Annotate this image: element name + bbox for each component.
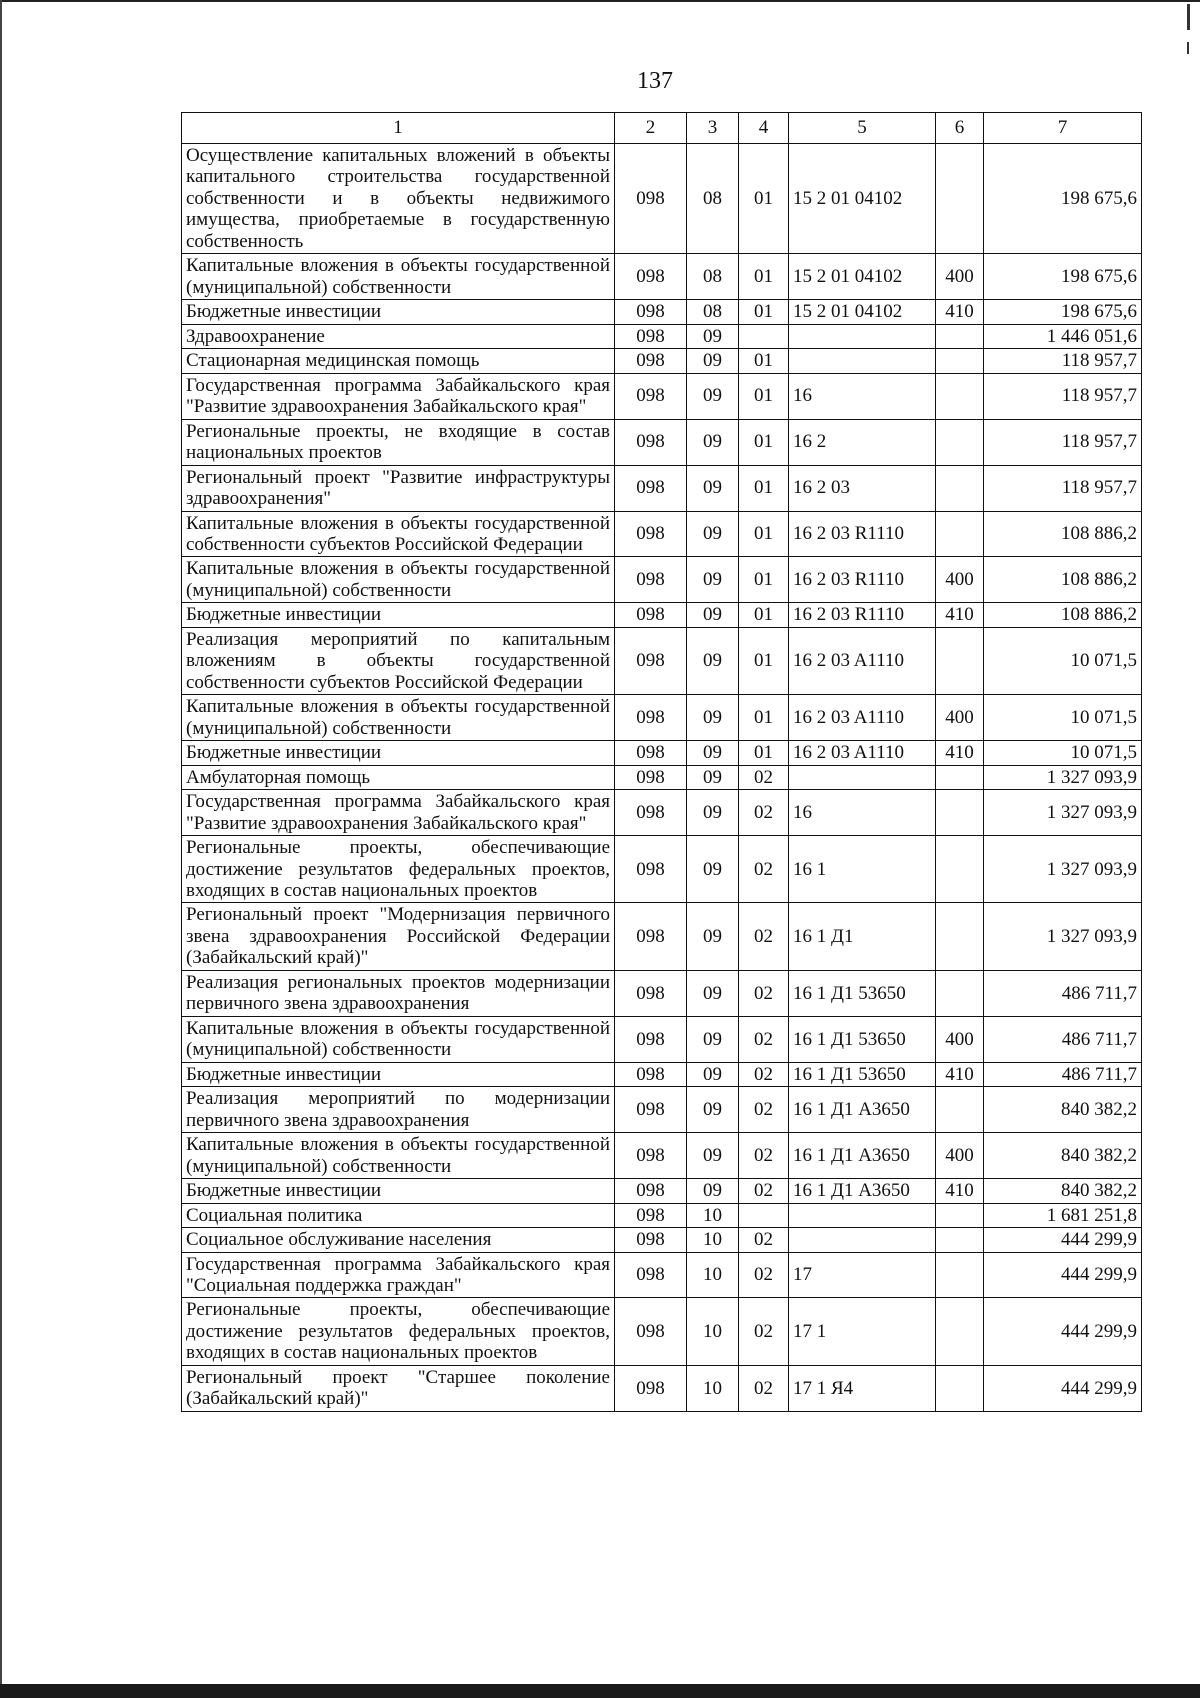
target-article-cell: 16 1 Д1: [789, 903, 936, 970]
admin-code-cell: 098: [615, 254, 687, 300]
row-name-cell: Капитальные вложения в объекты государственной (муниципальной) собственности: [182, 1016, 615, 1062]
section-cell: 09: [687, 557, 739, 603]
table-row: [182, 1179, 1142, 1203]
amount-cell: 486 711,7: [984, 970, 1142, 1016]
table-row: [182, 1252, 1142, 1298]
expense-type-cell: [936, 836, 984, 903]
amount-cell: 1 327 093,9: [984, 836, 1142, 903]
subsection-cell: 01: [739, 627, 789, 694]
section-cell: 09: [687, 511, 739, 557]
amount-cell: 840 382,2: [984, 1133, 1142, 1179]
column-header: 4: [739, 113, 789, 144]
table-row: [182, 373, 1142, 419]
row-name-cell: Стационарная медицинская помощь: [182, 349, 615, 373]
column-header: 5: [789, 113, 936, 144]
target-article-cell: 16 1 Д1 А3650: [789, 1087, 936, 1133]
row-name-cell: Капитальные вложения в объекты государственной (муниципальной) собственности: [182, 254, 615, 300]
subsection-cell: 01: [739, 300, 789, 324]
expense-type-cell: [936, 511, 984, 557]
expense-type-cell: [936, 373, 984, 419]
subsection-cell: [739, 1203, 789, 1227]
section-cell: 09: [687, 1062, 739, 1086]
column-header: 2: [615, 113, 687, 144]
subsection-cell: 01: [739, 603, 789, 627]
table-row: [182, 254, 1142, 300]
amount-cell: 198 675,6: [984, 300, 1142, 324]
section-cell: 09: [687, 1087, 739, 1133]
subsection-cell: 01: [739, 465, 789, 511]
amount-cell: 198 675,6: [984, 144, 1142, 254]
table-row: [182, 627, 1142, 694]
admin-code-cell: 098: [615, 1228, 687, 1252]
table-body: [182, 144, 1142, 1412]
subsection-cell: 02: [739, 1016, 789, 1062]
target-article-cell: 16 2 03 A1110: [789, 695, 936, 741]
table-row: [182, 557, 1142, 603]
admin-code-cell: 098: [615, 1133, 687, 1179]
row-name-cell: Региональный проект "Старшее поколение (Забайкальский край)": [182, 1365, 615, 1411]
subsection-cell: 02: [739, 903, 789, 970]
row-name-cell: Бюджетные инвестиции: [182, 1062, 615, 1086]
admin-code-cell: 098: [615, 1298, 687, 1365]
row-name-cell: Бюджетные инвестиции: [182, 603, 615, 627]
table-row: [182, 511, 1142, 557]
section-cell: 09: [687, 1133, 739, 1179]
section-cell: 09: [687, 603, 739, 627]
amount-cell: 10 071,5: [984, 741, 1142, 765]
amount-cell: 444 299,9: [984, 1365, 1142, 1411]
table-row: [182, 300, 1142, 324]
subsection-cell: 01: [739, 557, 789, 603]
table-row: [182, 1365, 1142, 1411]
amount-cell: 444 299,9: [984, 1252, 1142, 1298]
section-cell: 09: [687, 373, 739, 419]
column-header: 6: [936, 113, 984, 144]
subsection-cell: [739, 324, 789, 348]
admin-code-cell: 098: [615, 300, 687, 324]
page-edge-bottom: [0, 1684, 1200, 1698]
row-name-cell: Капитальные вложения в объекты государственной (муниципальной) собственности: [182, 1133, 615, 1179]
subsection-cell: 02: [739, 1228, 789, 1252]
row-name-cell: Региональные проекты, обеспечивающие достижение результатов федеральных проектов, входящих в состав национальных проектов: [182, 1298, 615, 1365]
table-row: [182, 465, 1142, 511]
expense-type-cell: 410: [936, 603, 984, 627]
admin-code-cell: 098: [615, 1087, 687, 1133]
target-article-cell: 16 1 Д1 А3650: [789, 1179, 936, 1203]
row-name-cell: Социальная политика: [182, 1203, 615, 1227]
amount-cell: 1 446 051,6: [984, 324, 1142, 348]
row-name-cell: Региональные проекты, обеспечивающие достижение результатов федеральных проектов, входящих в состав национальных проектов: [182, 836, 615, 903]
amount-cell: 118 957,7: [984, 465, 1142, 511]
section-cell: 09: [687, 741, 739, 765]
admin-code-cell: 098: [615, 349, 687, 373]
target-article-cell: 16: [789, 790, 936, 836]
expense-type-cell: [936, 465, 984, 511]
target-article-cell: 16 2 03 A1110: [789, 627, 936, 694]
subsection-cell: 01: [739, 373, 789, 419]
target-article-cell: 16 2 03: [789, 465, 936, 511]
row-name-cell: Бюджетные инвестиции: [182, 1179, 615, 1203]
admin-code-cell: 098: [615, 465, 687, 511]
section-cell: 10: [687, 1298, 739, 1365]
row-name-cell: Реализация мероприятий по модернизации первичного звена здравоохранения: [182, 1087, 615, 1133]
target-article-cell: 16 2 03 A1110: [789, 741, 936, 765]
admin-code-cell: 098: [615, 970, 687, 1016]
section-cell: 10: [687, 1365, 739, 1411]
page-edge-top: [0, 0, 1200, 2]
section-cell: 09: [687, 1016, 739, 1062]
amount-cell: 118 957,7: [984, 373, 1142, 419]
table-row: [182, 144, 1142, 254]
target-article-cell: [789, 324, 936, 348]
expense-type-cell: [936, 419, 984, 465]
section-cell: 09: [687, 765, 739, 789]
admin-code-cell: 098: [615, 1179, 687, 1203]
target-article-cell: 16 2 03 R1110: [789, 603, 936, 627]
table-row: [182, 1203, 1142, 1227]
row-name-cell: Бюджетные инвестиции: [182, 741, 615, 765]
amount-cell: 486 711,7: [984, 1016, 1142, 1062]
amount-cell: 10 071,5: [984, 695, 1142, 741]
expense-type-cell: 410: [936, 300, 984, 324]
admin-code-cell: 098: [615, 144, 687, 254]
admin-code-cell: 098: [615, 903, 687, 970]
amount-cell: 1 327 093,9: [984, 765, 1142, 789]
budget-table: [181, 112, 1142, 1412]
amount-cell: 840 382,2: [984, 1179, 1142, 1203]
admin-code-cell: 098: [615, 695, 687, 741]
table-row: [182, 836, 1142, 903]
admin-code-cell: 098: [615, 1016, 687, 1062]
amount-cell: 444 299,9: [984, 1298, 1142, 1365]
amount-cell: 118 957,7: [984, 349, 1142, 373]
table-row: [182, 741, 1142, 765]
target-article-cell: 16 2 03 R1110: [789, 557, 936, 603]
expense-type-cell: [936, 144, 984, 254]
admin-code-cell: 098: [615, 1252, 687, 1298]
row-name-cell: Реализация региональных проектов модернизации первичного звена здравоохранения: [182, 970, 615, 1016]
row-name-cell: Государственная программа Забайкальского края "Развитие здравоохранения Забайкальского края": [182, 373, 615, 419]
table-row: [182, 1016, 1142, 1062]
amount-cell: 1 681 251,8: [984, 1203, 1142, 1227]
target-article-cell: 17 1: [789, 1298, 936, 1365]
subsection-cell: 01: [739, 144, 789, 254]
section-cell: 10: [687, 1203, 739, 1227]
amount-cell: 486 711,7: [984, 1062, 1142, 1086]
target-article-cell: 15 2 01 04102: [789, 300, 936, 324]
expense-type-cell: 410: [936, 1062, 984, 1086]
subsection-cell: 02: [739, 970, 789, 1016]
target-article-cell: 16 1 Д1 А3650: [789, 1133, 936, 1179]
section-cell: 09: [687, 790, 739, 836]
amount-cell: 198 675,6: [984, 254, 1142, 300]
expense-type-cell: [936, 1228, 984, 1252]
table-row: [182, 903, 1142, 970]
row-name-cell: Капитальные вложения в объекты государственной (муниципальной) собственности: [182, 557, 615, 603]
expense-type-cell: 400: [936, 695, 984, 741]
amount-cell: 108 886,2: [984, 603, 1142, 627]
expense-type-cell: [936, 903, 984, 970]
row-name-cell: Региональный проект "Модернизация первичного звена здравоохранения Российской Федерации (Забайкальский край)": [182, 903, 615, 970]
admin-code-cell: 098: [615, 419, 687, 465]
target-article-cell: 16 1: [789, 836, 936, 903]
target-article-cell: [789, 349, 936, 373]
amount-cell: 444 299,9: [984, 1228, 1142, 1252]
subsection-cell: 02: [739, 1087, 789, 1133]
section-cell: 08: [687, 144, 739, 254]
table-row: [182, 1298, 1142, 1365]
table-row: [182, 349, 1142, 373]
subsection-cell: 01: [739, 254, 789, 300]
expense-type-cell: 410: [936, 741, 984, 765]
row-name-cell: Государственная программа Забайкальского края "Развитие здравоохранения Забайкальского края": [182, 790, 615, 836]
page-edge-left: [0, 0, 2, 1698]
target-article-cell: [789, 1203, 936, 1227]
row-name-cell: Бюджетные инвестиции: [182, 300, 615, 324]
section-cell: 09: [687, 627, 739, 694]
admin-code-cell: 098: [615, 741, 687, 765]
admin-code-cell: 098: [615, 557, 687, 603]
row-name-cell: Капитальные вложения в объекты государственной собственности субъектов Российской Федерации: [182, 511, 615, 557]
scan-mark: [1187, 4, 1190, 30]
page-number: 137: [637, 68, 673, 94]
section-cell: 09: [687, 324, 739, 348]
table-row: [182, 695, 1142, 741]
row-name-cell: Капитальные вложения в объекты государственной (муниципальной) собственности: [182, 695, 615, 741]
target-article-cell: 16 1 Д1 53650: [789, 970, 936, 1016]
admin-code-cell: 098: [615, 373, 687, 419]
table-row: [182, 1062, 1142, 1086]
subsection-cell: 01: [739, 741, 789, 765]
table-row: [182, 1133, 1142, 1179]
table-row: [182, 970, 1142, 1016]
admin-code-cell: 098: [615, 627, 687, 694]
row-name-cell: Социальное обслуживание населения: [182, 1228, 615, 1252]
expense-type-cell: [936, 1365, 984, 1411]
subsection-cell: 01: [739, 695, 789, 741]
expense-type-cell: [936, 627, 984, 694]
subsection-cell: 02: [739, 1179, 789, 1203]
target-article-cell: 16 2 03 R1110: [789, 511, 936, 557]
target-article-cell: 15 2 01 04102: [789, 254, 936, 300]
subsection-cell: 01: [739, 349, 789, 373]
row-name-cell: Осуществление капитальных вложений в объекты капитального строительства государственной собственности и в объекты недвижимого имущества, приобретаемые в государственную собственность: [182, 144, 615, 254]
subsection-cell: 02: [739, 1252, 789, 1298]
table-row: [182, 765, 1142, 789]
subsection-cell: 02: [739, 1365, 789, 1411]
expense-type-cell: [936, 1298, 984, 1365]
section-cell: 09: [687, 349, 739, 373]
subsection-cell: 01: [739, 419, 789, 465]
table-row: [182, 603, 1142, 627]
amount-cell: 1 327 093,9: [984, 903, 1142, 970]
expense-type-cell: [936, 1203, 984, 1227]
target-article-cell: 17: [789, 1252, 936, 1298]
expense-type-cell: [936, 790, 984, 836]
expense-type-cell: 400: [936, 254, 984, 300]
expense-type-cell: [936, 765, 984, 789]
expense-type-cell: 400: [936, 557, 984, 603]
amount-cell: 840 382,2: [984, 1087, 1142, 1133]
target-article-cell: 16: [789, 373, 936, 419]
section-cell: 09: [687, 1179, 739, 1203]
section-cell: 10: [687, 1228, 739, 1252]
column-header: 1: [182, 113, 615, 144]
row-name-cell: Государственная программа Забайкальского края "Социальная поддержка граждан": [182, 1252, 615, 1298]
admin-code-cell: 098: [615, 1203, 687, 1227]
table-row: [182, 419, 1142, 465]
table-row: [182, 1087, 1142, 1133]
target-article-cell: [789, 765, 936, 789]
section-cell: 09: [687, 695, 739, 741]
row-name-cell: Региональный проект "Развитие инфраструктуры здравоохранения": [182, 465, 615, 511]
target-article-cell: [789, 1228, 936, 1252]
admin-code-cell: 098: [615, 1365, 687, 1411]
target-article-cell: 16 2: [789, 419, 936, 465]
subsection-cell: 01: [739, 511, 789, 557]
target-article-cell: 17 1 Я4: [789, 1365, 936, 1411]
table-row: [182, 324, 1142, 348]
expense-type-cell: 410: [936, 1179, 984, 1203]
section-cell: 09: [687, 903, 739, 970]
admin-code-cell: 098: [615, 603, 687, 627]
subsection-cell: 02: [739, 836, 789, 903]
row-name-cell: Реализация мероприятий по капитальным вложениям в объекты государственной собственности субъектов Российской Федерации: [182, 627, 615, 694]
section-cell: 10: [687, 1252, 739, 1298]
target-article-cell: 16 1 Д1 53650: [789, 1062, 936, 1086]
expense-type-cell: [936, 1087, 984, 1133]
amount-cell: 10 071,5: [984, 627, 1142, 694]
amount-cell: 118 957,7: [984, 419, 1142, 465]
target-article-cell: 15 2 01 04102: [789, 144, 936, 254]
table-row: [182, 790, 1142, 836]
column-header: 3: [687, 113, 739, 144]
amount-cell: 1 327 093,9: [984, 790, 1142, 836]
expense-type-cell: 400: [936, 1133, 984, 1179]
column-header: 7: [984, 113, 1142, 144]
table-row: [182, 1228, 1142, 1252]
subsection-cell: 02: [739, 765, 789, 789]
expense-type-cell: [936, 1252, 984, 1298]
row-name-cell: Здравоохранение: [182, 324, 615, 348]
subsection-cell: 02: [739, 1062, 789, 1086]
amount-cell: 108 886,2: [984, 511, 1142, 557]
section-cell: 08: [687, 300, 739, 324]
expense-type-cell: [936, 970, 984, 1016]
expense-type-cell: 400: [936, 1016, 984, 1062]
row-name-cell: Амбулаторная помощь: [182, 765, 615, 789]
section-cell: 09: [687, 419, 739, 465]
table-header-row: [182, 113, 1142, 144]
section-cell: 09: [687, 970, 739, 1016]
admin-code-cell: 098: [615, 1062, 687, 1086]
admin-code-cell: 098: [615, 511, 687, 557]
section-cell: 08: [687, 254, 739, 300]
scan-mark: [1187, 42, 1189, 54]
subsection-cell: 02: [739, 790, 789, 836]
target-article-cell: 16 1 Д1 53650: [789, 1016, 936, 1062]
amount-cell: 108 886,2: [984, 557, 1142, 603]
admin-code-cell: 098: [615, 790, 687, 836]
expense-type-cell: [936, 324, 984, 348]
admin-code-cell: 098: [615, 324, 687, 348]
admin-code-cell: 098: [615, 765, 687, 789]
section-cell: 09: [687, 465, 739, 511]
subsection-cell: 02: [739, 1298, 789, 1365]
admin-code-cell: 098: [615, 836, 687, 903]
expense-type-cell: [936, 349, 984, 373]
subsection-cell: 02: [739, 1133, 789, 1179]
row-name-cell: Региональные проекты, не входящие в состав национальных проектов: [182, 419, 615, 465]
section-cell: 09: [687, 836, 739, 903]
